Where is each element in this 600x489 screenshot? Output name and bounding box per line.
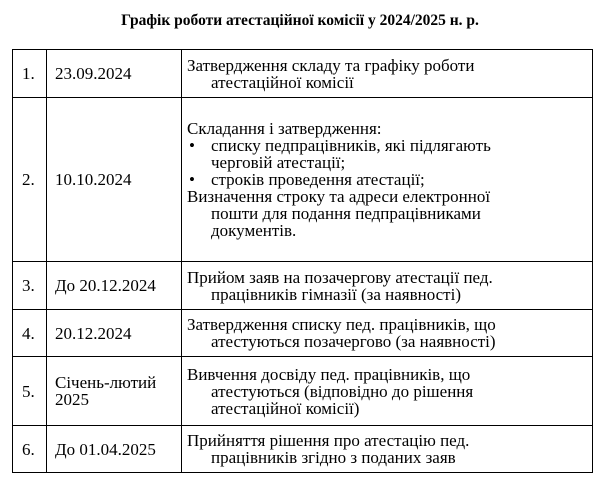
description-line: атестаційної комісії — [211, 72, 354, 92]
description-line: Затвердження складу та графіку роботи — [187, 55, 475, 75]
bullet-text: списку педпрацівників, які підлягають — [211, 136, 491, 155]
bullet-item — [187, 171, 590, 188]
description-line: атестаційної комісії) — [211, 398, 360, 418]
description-line: працівників згідно з поданих заяв — [211, 448, 456, 467]
date-line: Січень-лютий — [55, 373, 157, 392]
description-line: Вивчення досвіду пед. працівників, що — [187, 364, 471, 384]
schedule-table — [12, 49, 593, 473]
row-number: 6. — [13, 426, 47, 473]
description-line: пошти для подання педпрацівниками — [211, 204, 481, 223]
table-row — [13, 357, 593, 426]
row-description — [182, 426, 593, 473]
description-line: Складання і затвердження: — [187, 119, 382, 138]
table-row — [13, 426, 593, 473]
description-line: атестуються позачергово (за наявності) — [211, 332, 496, 351]
row-date: 20.12.2024 — [47, 310, 182, 357]
row-description — [182, 50, 593, 98]
row-description — [182, 262, 593, 310]
row-number: 4. — [13, 310, 47, 357]
row-date — [47, 357, 182, 426]
description-line: Затвердження списку пед. працівників, що — [187, 315, 496, 334]
row-date: До 20.12.2024 — [47, 262, 182, 310]
row-description — [182, 357, 593, 426]
table-row — [13, 98, 593, 262]
row-number: 1. — [13, 50, 47, 98]
row-description — [182, 98, 593, 262]
bullet-text: черговій атестації; — [211, 153, 346, 172]
table-row — [13, 310, 593, 357]
row-number: 2. — [13, 98, 47, 262]
description-line: документів. — [211, 221, 297, 240]
row-description — [182, 310, 593, 357]
description-line: працівників гімназії (за наявності) — [211, 284, 461, 304]
bullet-icon: • — [189, 170, 195, 189]
date-line: 2025 — [55, 390, 89, 409]
description-line: Прийом заяв на позачергову атестації пед. — [187, 267, 493, 287]
row-date: До 01.04.2025 — [47, 426, 182, 473]
table-row — [13, 50, 593, 98]
page-title: Графік роботи атестаційної комісії у 2024/2025 н. р. — [121, 12, 479, 29]
description-line: Визначення строку та адреси електронної — [187, 187, 491, 206]
bullet-item — [187, 137, 590, 154]
description-line: атестуються (відповідно до рішення — [211, 381, 474, 401]
row-date: 23.09.2024 — [47, 50, 182, 98]
description-line: Прийняття рішення про атестацію пед. — [187, 431, 470, 450]
bullet-text: строків проведення атестації; — [211, 170, 425, 189]
row-number: 3. — [13, 262, 47, 310]
bullet-icon: • — [189, 136, 195, 155]
row-date: 10.10.2024 — [47, 98, 182, 262]
row-number: 5. — [13, 357, 47, 426]
table-row — [13, 262, 593, 310]
